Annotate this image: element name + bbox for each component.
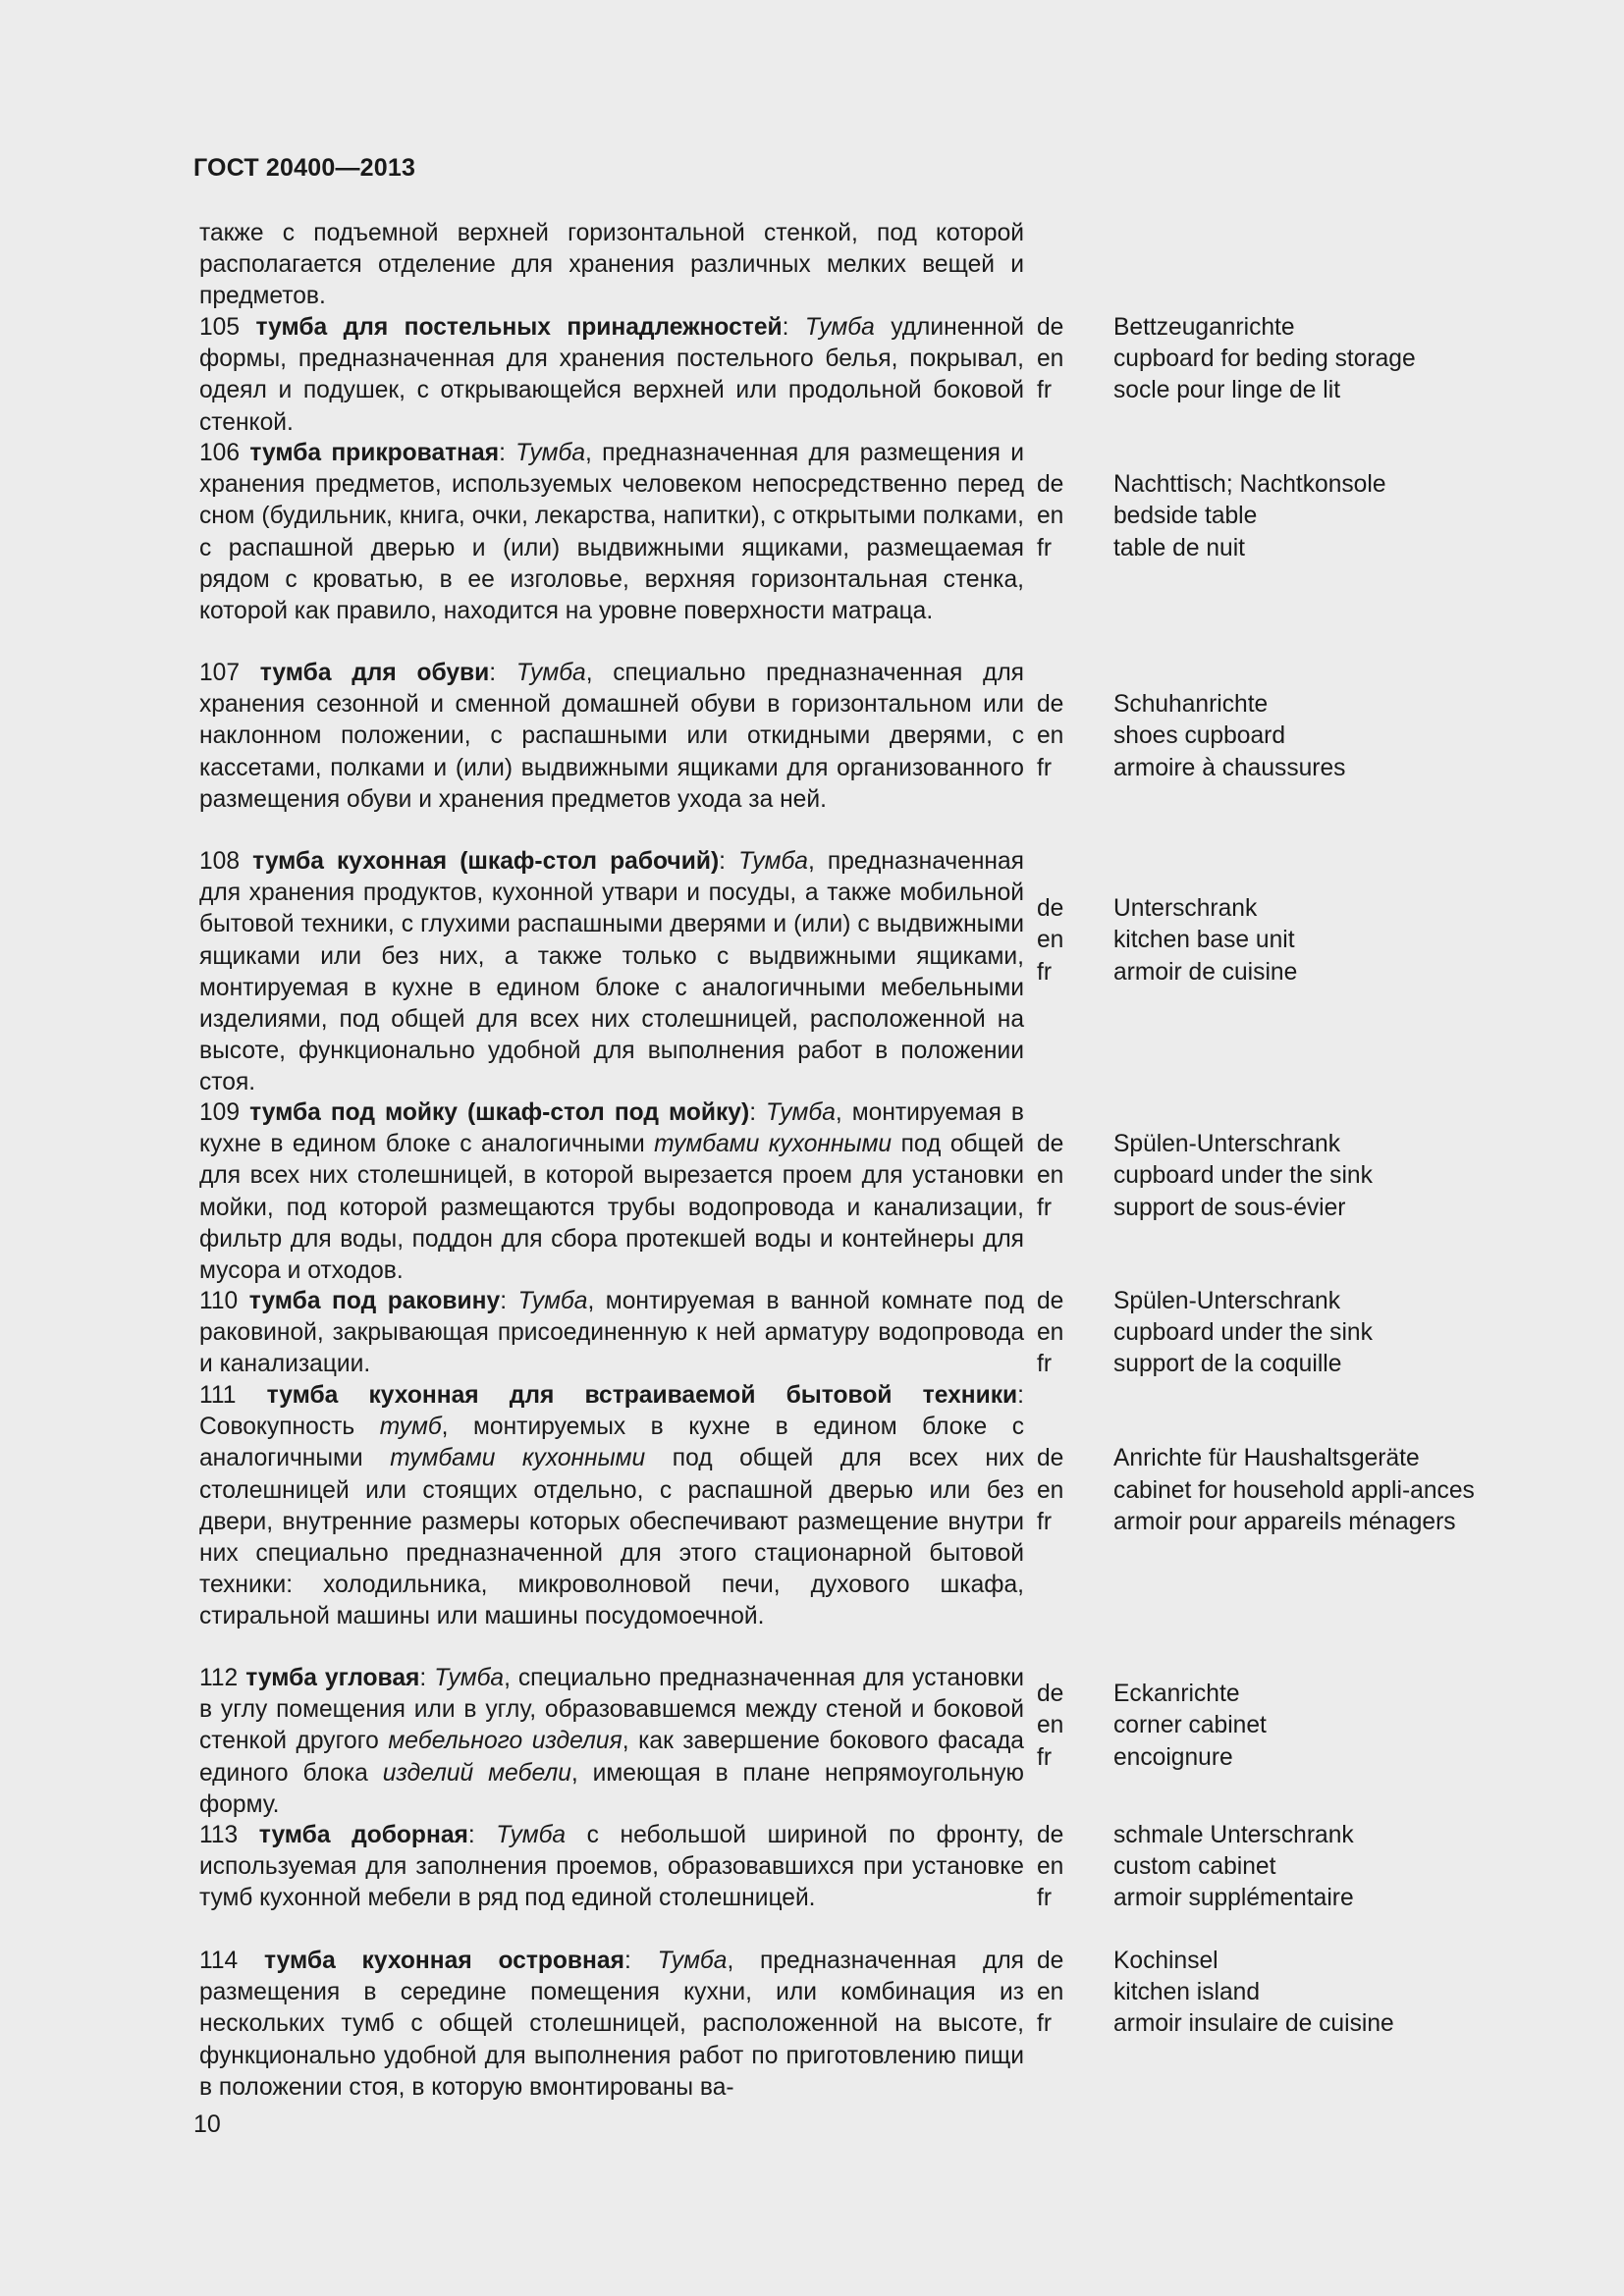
lang-code-en: en <box>1037 1319 1064 1347</box>
equivalent-en: kitchen base unit <box>1113 927 1295 954</box>
equivalent-fr: encoignure <box>1113 1743 1233 1771</box>
definition-emphasis: тумб <box>379 1414 442 1441</box>
equivalent-fr: socle pour linge de lit <box>1113 377 1341 404</box>
term-name: тумба под мойку (шкаф-стол под мойку) <box>249 1099 750 1126</box>
definition-emphasis: Тумба <box>766 1099 836 1126</box>
term-name: тумба кухонная для встраиваемой бытовой техники <box>266 1382 1018 1409</box>
equivalent-en: cabinet for household appli-ances <box>1113 1476 1475 1504</box>
definition-text: Совокупность <box>199 1414 380 1441</box>
term-name: тумба под раковину <box>248 1288 501 1314</box>
lang-code-fr: fr <box>1037 1194 1053 1221</box>
lang-code-de: de <box>1037 1445 1064 1472</box>
language-codes <box>1037 846 1096 1036</box>
term-definition: 107 тумба для обуви: Тумба, специально предназначенная для хранения сезонной и сменной домашней обуви в горизонтальном или наклонном положении, с распашными или откидными дверями, с кассетами, полками и (или) выдвижными ящиками для организованного размещения обуви и хранения предметов ухода за ней. <box>199 660 1024 813</box>
definition-emphasis: Тумба <box>496 1822 567 1848</box>
equivalent-fr: armoir de cuisine <box>1113 958 1298 986</box>
document-header-standard: ГОСТ 20400—2013 <box>193 154 416 182</box>
lang-code-en: en <box>1037 1476 1064 1504</box>
term-number: 106 <box>199 440 241 466</box>
lang-code-en: en <box>1037 503 1064 530</box>
lang-code-fr: fr <box>1037 377 1053 404</box>
language-codes <box>1037 1663 1096 1789</box>
equivalent-de: Anrichte für Haushaltsgeräte <box>1113 1445 1420 1472</box>
foreign-equivalents <box>1113 658 1526 816</box>
lang-code-fr: fr <box>1037 1743 1053 1771</box>
lang-code-de: de <box>1037 895 1064 923</box>
definition-emphasis: тумбами кухонными <box>390 1445 646 1472</box>
term-number: 111 <box>199 1382 237 1409</box>
foreign-equivalents <box>1113 438 1526 596</box>
definition-text: , специально предназначенная для хранения сезонной и сменной домашней обуви в горизонтальном или наклонном положении, с распашными или откидными дверями, с кассетами, полками и (или) выдвижными ящиками для организованного размещения обуви и хранения предметов ухода за ней. <box>199 660 1024 813</box>
equivalent-fr: support de sous-évier <box>1113 1194 1346 1221</box>
term-definition: 110 тумба под раковину: Тумба, монтируемая в ванной комнате под раковиной, закрывающая присоединенную к ней арматуру водопровода и канализации. <box>199 1288 1024 1378</box>
language-codes <box>1037 1286 1096 1381</box>
term-number: 114 <box>199 1948 239 1974</box>
language-codes <box>1037 1097 1096 1255</box>
term-number: 109 <box>199 1099 241 1126</box>
term-name: тумба угловая <box>245 1665 420 1691</box>
lang-code-de: de <box>1037 471 1064 499</box>
equivalent-de: Kochinsel <box>1113 1948 1218 1974</box>
term-name: тумба для постельных принадлежностей <box>255 314 783 341</box>
term-name: тумба прикроватная <box>249 440 500 466</box>
lang-code-en: en <box>1037 346 1064 373</box>
foreign-equivalents <box>1113 1946 1526 2041</box>
definition-text: , как завершение бокового фасада единого блока <box>199 1728 1024 1787</box>
definition-emphasis: мебельного изделия <box>388 1728 623 1755</box>
definition-text: удлиненной формы, предназначенная для хранения постельного белья, покрывал, одеял и подушек, с открывающейся верхней или продольной боковой стенкой. <box>199 314 1024 436</box>
equivalent-de: Schuhanrichte <box>1113 691 1269 719</box>
definition-text: , предназначенная для размещения и хранения предметов, используемых человеком непосредственно перед сном (будильник, книга, очки, лекарства, напитки), с открытыми полками, с распашной дверью и (или) выдвижными ящиками, размещаемая рядом с кроватью, в ее изголовье, верхняя горизонтальная стенка, которой как правило, находится на уровне поверхности матраца. <box>199 440 1024 625</box>
equivalent-en: custom cabinet <box>1113 1853 1276 1881</box>
term-name: тумба кухонная (шкаф-стол рабочий) <box>252 848 720 875</box>
definition-emphasis: Тумба <box>657 1948 728 1974</box>
foreign-equivalents <box>1113 1820 1526 1915</box>
definition-emphasis: Тумба <box>804 314 875 341</box>
term-definition: 105 тумба для постельных принадлежностей: Тумба удлиненной формы, предназначенная для хранения постельного белья, покрывал, одеял и подушек, с открывающейся верхней или продольной боковой стенкой. <box>199 314 1024 436</box>
term-number: 105 <box>199 314 241 341</box>
lang-code-de: de <box>1037 1948 1064 1974</box>
language-codes <box>1037 312 1096 407</box>
lang-code-fr: fr <box>1037 754 1053 781</box>
foreign-equivalents <box>1113 1380 1526 1601</box>
language-codes <box>1037 658 1096 816</box>
equivalent-de: Unterschrank <box>1113 895 1258 923</box>
equivalent-fr: armoir insulaire de cuisine <box>1113 2010 1394 2038</box>
term-name: тумба для обуви <box>259 660 490 686</box>
lang-code-de: de <box>1037 1288 1064 1314</box>
lang-code-fr: fr <box>1037 1351 1053 1378</box>
lang-code-de: de <box>1037 691 1064 719</box>
term-definition: 108 тумба кухонная (шкаф-стол рабочий): Тумба, предназначенная для хранения продуктов, кухонной утвари и посуды, а также мобильной бытовой техники, с глухими распашными дверями и (или) с выдвижными ящиками или без них, а также только с выдвижными ящиками, монтируемая в кухне в едином блоке с аналогичными мебельными изделиями, под общей для всех них столешницей, расположенной на высоте, функционально удобной для выполнения работ в положении стоя. <box>199 848 1024 1096</box>
term-definition: 111 тумба кухонная для встраиваемой бытовой техники: Совокупность тумб, монтируемых в кухне в едином блоке с аналогичными тумбами кухонными под общей для всех них столешницей или стоящих отдельно, с распашной дверью или без двери, внутренние размеры которых обеспечивают размещение внутри них специально предназначенной для этого стационарной бытовой техники: холодильника, микроволновой печи, духового шкафа, стиральной машины или машины посудомоечной. <box>199 1382 1024 1630</box>
lang-code-de: de <box>1037 1822 1064 1848</box>
term-definition: 113 тумба доборная: Тумба с небольшой шириной по фронту, используемая для заполнения проемов, образовавшихся при установке тумб кухонной мебели в ряд под единой столешницей. <box>199 1822 1024 1912</box>
equivalent-fr: armoire à chaussures <box>1113 754 1346 781</box>
equivalent-de: Eckanrichte <box>1113 1681 1240 1708</box>
definition-text: с небольшой шириной по фронту, используемая для заполнения проемов, образовавшихся при установке тумб кухонной мебели в ряд под единой столешницей. <box>199 1822 1024 1912</box>
equivalent-fr: armoir supplémentaire <box>1113 1885 1354 1912</box>
lang-code-en: en <box>1037 1853 1064 1881</box>
lang-code-en: en <box>1037 722 1064 750</box>
lang-code-en: en <box>1037 927 1064 954</box>
term-number: 113 <box>199 1822 239 1848</box>
definition-text: , имеющая в плане непрямоугольную форму. <box>199 1759 1025 1818</box>
foreign-equivalents <box>1113 1286 1526 1381</box>
equivalent-en: cupboard under the sink <box>1113 1319 1373 1347</box>
equivalent-en: corner cabinet <box>1113 1712 1267 1739</box>
definition-text: , специально предназначенная для установки в углу помещения или в углу, образовавшемся между стеной и боковой стенкой другого <box>199 1665 1024 1755</box>
term-definition: 109 тумба под мойку (шкаф-стол под мойку): Тумба, монтируемая в кухне в едином блоке с аналогичными тумбами кухонными под общей для всех них столешницей, в которой вырезается проем для установки мойки, под которой размещаются трубы водопровода и канализации, фильтр для воды, поддон для сбора протекшей воды и контейнеры для мусора и отходов. <box>199 1099 1025 1285</box>
language-codes <box>1037 438 1096 596</box>
foreign-equivalents <box>1113 1097 1526 1255</box>
equivalent-en: cupboard under the sink <box>1113 1162 1373 1190</box>
page-number: 10 <box>193 2110 221 2138</box>
definition-emphasis: Тумба <box>738 848 808 875</box>
definition-emphasis: изделий мебели <box>382 1759 571 1787</box>
foreign-equivalents <box>1113 846 1526 1036</box>
equivalent-fr: table de nuit <box>1113 534 1246 561</box>
foreign-equivalents <box>1113 312 1526 407</box>
language-codes <box>1037 1946 1096 2041</box>
equivalent-de: schmale Unterschrank <box>1113 1822 1354 1848</box>
lang-code-fr: fr <box>1037 958 1053 986</box>
equivalent-de: Spülen-Unterschrank <box>1113 1131 1341 1158</box>
term-name: тумба кухонная островная <box>264 1948 624 1974</box>
equivalent-en: bedside table <box>1113 503 1258 530</box>
definition-emphasis: Тумба <box>517 1288 588 1314</box>
definition-emphasis: тумбами кухонными <box>654 1131 893 1158</box>
term-number: 112 <box>199 1665 239 1691</box>
lang-code-fr: fr <box>1037 1508 1053 1535</box>
definition-emphasis: Тумба <box>515 440 586 466</box>
lang-code-de: de <box>1037 314 1064 341</box>
lang-code-fr: fr <box>1037 534 1053 561</box>
term-definition: 112 тумба угловая: Тумба, специально предназначенная для установки в углу помещения или в углу, образовавшемся между стеной и боковой стенкой другого мебельного изделия, как завершение бокового фасада единого блока изделий мебели, имеющая в плане непрямоугольную форму. <box>199 1665 1025 1818</box>
definition-text: , монтируемая в ванной комнате под раковиной, закрывающая присоединенную к ней арматуру водопровода и канализации. <box>199 1288 1024 1378</box>
foreign-equivalents <box>1113 1663 1526 1789</box>
language-codes <box>1037 1380 1096 1601</box>
lang-code-en: en <box>1037 1162 1064 1190</box>
lang-code-fr: fr <box>1037 2010 1053 2038</box>
language-codes <box>1037 1820 1096 1915</box>
equivalent-de: Nachttisch; Nachtkonsole <box>1113 471 1386 499</box>
lang-code-fr: fr <box>1037 1885 1053 1912</box>
definition-text: , предназначенная для хранения продуктов, кухонной утвари и посуды, а также мобильной бытовой техники, с глухими распашными дверями и (или) с выдвижными ящиками или без них, а также только с выдвижными ящиками, монтируемая в кухне в едином блоке с аналогичными мебельными изделиями, под общей для всех них столешницей, расположенной на высоте, функционально удобной для выполнения работ в положении стоя. <box>199 848 1024 1096</box>
equivalent-en: kitchen island <box>1113 1979 1261 2006</box>
term-name: тумба доборная <box>258 1822 468 1848</box>
equivalent-en: cupboard for beding storage <box>1113 346 1416 373</box>
lang-code-en: en <box>1037 1712 1064 1739</box>
equivalent-de: Spülen-Unterschrank <box>1113 1288 1341 1314</box>
equivalent-fr: armoir pour appareils ménagers <box>1113 1508 1456 1535</box>
definition-emphasis: Тумба <box>434 1665 505 1691</box>
definition-text: под общей для всех них столешницей или стоящих отдельно, с распашной дверью или без двери, внутренние размеры которых обеспечивают размещение внутри них специально предназначенной для этого стационарной бытовой техники: холодильника, микроволновой печи, духового шкафа, стиральной машины или машины посудомоечной. <box>199 1445 1024 1630</box>
equivalent-fr: support de la coquille <box>1113 1351 1342 1378</box>
definition-emphasis: Тумба <box>515 660 586 686</box>
term-definition: 106 тумба прикроватная: Тумба, предназначенная для размещения и хранения предметов, используемых человеком непосредственно перед сном (будильник, книга, очки, лекарства, напитки), с открытыми полками, с распашной дверью и (или) выдвижными ящиками, размещаемая рядом с кроватью, в ее изголовье, верхняя горизонтальная стенка, которой как правило, находится на уровне поверхности матраца. <box>199 440 1024 625</box>
term-number: 107 <box>199 660 241 686</box>
equivalent-de: Bettzeuganrichte <box>1113 314 1295 341</box>
term-number: 108 <box>199 848 241 875</box>
lang-code-en: en <box>1037 1979 1064 2006</box>
term-definition: 114 тумба кухонная островная: Тумба, предназначенная для размещения в середине помещения кухни, или комбинация из нескольких тумб с общей столешницей, расположенной на высоте, функционально удобной для выполнения работ по приготовлению пищи в положении стоя, в которую вмонтированы ва- <box>199 1948 1024 2101</box>
intro-paragraph: также с подъемной верхней горизонтальной стенкой, под которой располагается отделение для хранения различных мелких вещей и предметов. <box>199 220 1024 310</box>
lang-code-de: de <box>1037 1681 1064 1708</box>
equivalent-en: shoes cupboard <box>1113 722 1286 750</box>
term-number: 110 <box>199 1288 239 1314</box>
definition-text: под общей для всех них столешницей, в которой вырезается проем для установки мойки, под которой размещаются трубы водопровода и канализации, фильтр для воды, поддон для сбора протекшей воды и контейнеры для мусора и отходов. <box>199 1131 1025 1285</box>
definition-text: , монтируемая в кухне в едином блоке с аналогичными <box>199 1099 1024 1158</box>
definition-text: , предназначенная для размещения в середине помещения кухни, или комбинация из нескольких тумб с общей столешницей, расположенной на высоте, функционально удобной для выполнения работ по приготовлению пищи в положении стоя, в которую вмонтированы ва- <box>199 1948 1024 2101</box>
lang-code-de: de <box>1037 1131 1064 1158</box>
definition-text: , монтируемых в кухне в едином блоке с аналогичными <box>199 1414 1024 1472</box>
